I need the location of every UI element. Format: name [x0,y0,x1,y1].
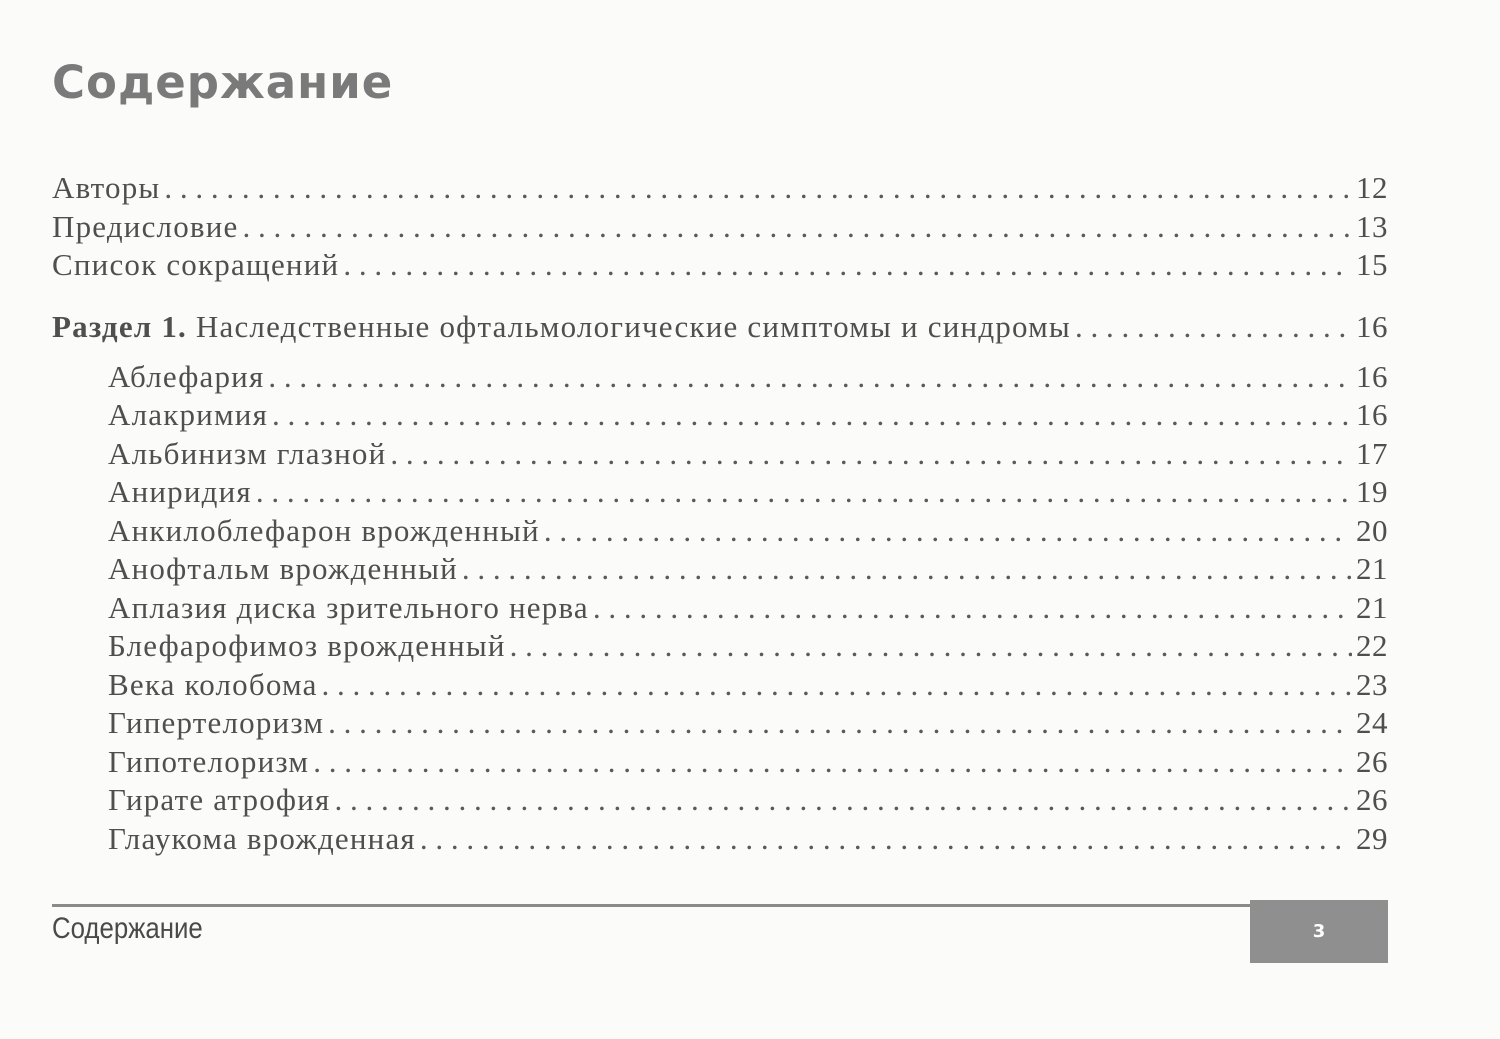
toc-sub-entry [52,821,1388,860]
toc-section-page: 16 [1356,308,1388,344]
dot-leader [544,513,1352,549]
toc-entry-page: 13 [1356,208,1388,244]
toc-sub-entry [52,474,1388,513]
toc-sub-entry [52,705,1388,744]
toc-entry-page: 21 [1356,589,1388,625]
toc-entry-label: Гирате атрофия [108,782,331,817]
toc-sub-entry [52,436,1388,475]
toc-entry-page: 15 [1356,247,1388,282]
toc-entry-preface [52,209,1388,248]
toc-entry-page: 29 [1356,820,1388,856]
toc-entry-page: 26 [1356,743,1388,779]
toc-entry-page: 16 [1356,358,1388,394]
dot-leader [420,821,1352,857]
toc-entry-label: Гипертелоризм [108,705,325,740]
toc-entry-label: Анофтальм врожденный [108,551,458,586]
toc-entry-label: Список сокращений [52,247,340,282]
dot-leader [510,628,1352,664]
section-title: Наследственные офтальмологические симптомы и синдромы [195,308,1071,344]
dot-leader [256,474,1352,510]
toc-section-1 [52,309,1388,359]
toc-sub-entry [52,359,1388,398]
toc-sub-entry [52,551,1388,590]
toc-entry-page: 16 [1356,397,1388,432]
toc-entry-label: Гипотелоризм [108,743,310,779]
toc-sub-entry [52,744,1388,783]
page-title: Содержание [52,56,394,109]
toc-entry-label: Авторы [52,170,161,205]
page-number-badge [1250,900,1388,963]
toc-entry-page: 21 [1356,551,1388,586]
toc-entry-label: Глаукома врожденная [108,820,416,856]
dot-leader [328,705,1352,741]
toc-sub-entry [52,397,1388,436]
footer-divider [52,904,1250,907]
toc-sub-entry [52,590,1388,629]
toc-entry-page: 23 [1356,666,1388,702]
toc-entry-page: 12 [1356,170,1388,205]
toc-entry-page: 22 [1356,628,1388,663]
toc-sub-entry [52,782,1388,821]
toc-entry-label: Блефарофимоз врожденный [108,628,506,663]
toc-entry-page: 26 [1356,782,1388,817]
toc-sub-entry [52,667,1388,706]
toc-entry-label: Алакримия [108,397,269,432]
dot-leader [462,551,1352,587]
dot-leader [164,170,1352,206]
toc-entry-page: 19 [1356,474,1388,509]
toc-sub-entry [52,628,1388,667]
running-footer-title: Содержание [52,912,203,945]
toc-entry-label: Альбинизм глазной [108,435,387,471]
toc-entry-label: Предисловие [52,208,239,244]
toc-entry-page: 24 [1356,705,1388,740]
toc-entry-page: 17 [1356,435,1388,471]
section-prefix: Раздел 1. [52,308,187,344]
dot-leader [593,590,1352,626]
dot-leader [243,209,1352,245]
dot-leader [322,667,1352,703]
toc-entry-label: Аблефария [108,358,265,394]
toc-entry-label: Аплазия диска зрительного нерва [108,589,589,625]
page-number: 3 [1312,921,1326,942]
toc-entry-label: Века колобома [108,666,318,702]
toc-entry-label: Аниридия [108,474,252,509]
dot-leader [390,436,1352,472]
toc-section-label [52,309,1071,345]
dot-leader [313,744,1352,780]
dot-leader [334,782,1352,818]
table-of-contents [52,170,1388,859]
toc-sub-entry [52,513,1388,552]
dot-leader [1075,309,1352,345]
toc-entry-authors [52,170,1388,209]
dot-leader [272,397,1352,433]
dot-leader [268,359,1352,395]
dot-leader [343,247,1352,283]
toc-entry-abbreviations [52,247,1388,286]
toc-entry-page: 20 [1356,512,1388,548]
toc-entry-label: Анкилоблефарон врожденный [108,512,540,548]
